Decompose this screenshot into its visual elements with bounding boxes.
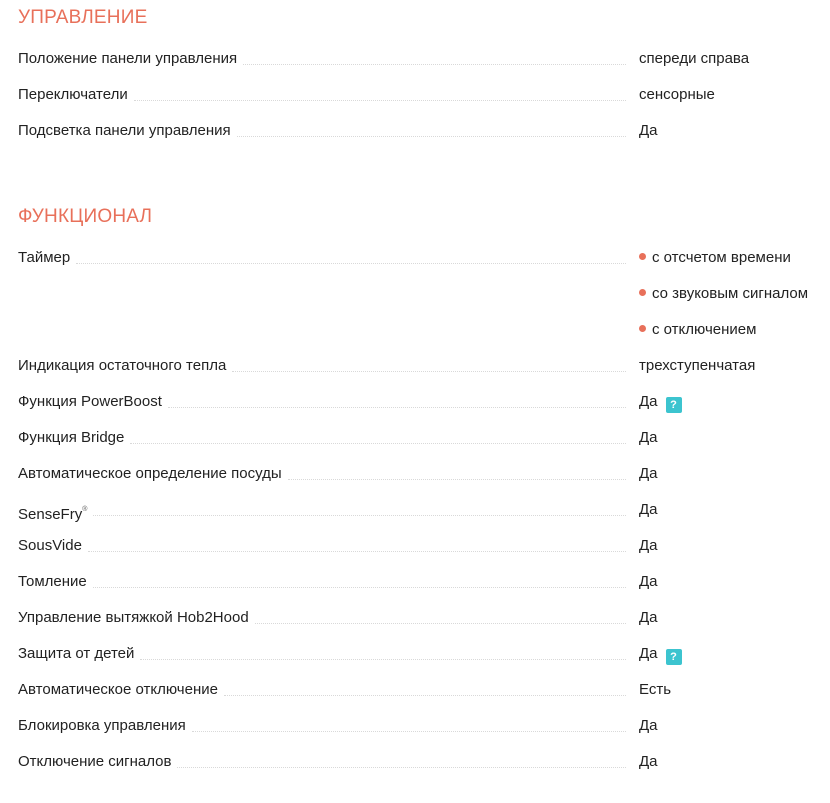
spec-label-cell xyxy=(18,429,626,465)
spec-value: Да xyxy=(639,717,658,734)
spec-label-cell xyxy=(18,753,626,789)
spec-row-pan-detection xyxy=(18,465,830,501)
spec-label-cell xyxy=(18,501,626,537)
dotted-leader xyxy=(232,357,626,372)
spec-row-sensefry xyxy=(18,501,830,537)
section-title-functional: ФУНКЦИОНАЛ xyxy=(18,206,153,227)
dotted-leader xyxy=(224,681,626,696)
spec-row-residual-heat xyxy=(18,357,830,393)
dotted-leader xyxy=(168,393,626,408)
spec-label: Подсветка панели управления xyxy=(18,122,231,139)
spec-label: Блокировка управления xyxy=(18,717,186,734)
spec-row-sousvide xyxy=(18,537,830,573)
timer-value: с отсчетом времени xyxy=(652,249,791,266)
dotted-leader xyxy=(237,122,626,137)
dotted-leader xyxy=(177,753,626,768)
spec-label: Функция PowerBoost xyxy=(18,393,162,410)
spec-row-bridge xyxy=(18,429,830,465)
spec-label: Положение панели управления xyxy=(18,50,238,67)
spec-label-cell xyxy=(18,573,626,609)
spec-list-control xyxy=(18,50,830,158)
spec-row-control-lock xyxy=(18,717,830,753)
spec-label: Автоматическое отключение xyxy=(18,681,218,698)
spec-value: Да xyxy=(639,609,658,626)
dotted-leader xyxy=(130,429,626,444)
spec-value: сенсорные xyxy=(639,86,715,103)
timer-values-list xyxy=(639,249,808,357)
list-item xyxy=(639,321,808,357)
spec-list-functional xyxy=(18,249,830,789)
spec-value: спереди справа xyxy=(639,50,750,67)
spec-value-cell xyxy=(626,645,682,665)
timer-value: с отключением xyxy=(652,321,757,338)
spec-value: Да xyxy=(639,537,658,554)
spec-label-cell xyxy=(18,86,626,122)
spec-label-wrap xyxy=(18,501,93,524)
help-icon[interactable]: ? xyxy=(666,649,682,665)
spec-label-cell xyxy=(18,609,626,645)
spec-row-timer xyxy=(18,249,830,357)
spec-label: SenseFry xyxy=(18,506,83,523)
spec-label: SousVide xyxy=(18,537,82,554)
spec-label: Управление вытяжкой Hob2Hood xyxy=(18,609,249,626)
spec-label-cell xyxy=(18,122,626,158)
spec-value-cell xyxy=(626,393,682,413)
spec-row-auto-off xyxy=(18,681,830,717)
spec-value-list-cell xyxy=(626,249,808,357)
spec-row-simmer xyxy=(18,573,830,609)
spec-value: Да xyxy=(639,645,658,662)
spec-label-cell xyxy=(18,537,626,573)
bullet-icon xyxy=(639,253,646,260)
spec-row-hob2hood xyxy=(18,609,830,645)
spec-value: Да xyxy=(639,465,658,482)
spec-label-cell xyxy=(18,50,626,86)
spec-row-signals-off xyxy=(18,753,830,789)
spec-label: Индикация остаточного тепла xyxy=(18,357,227,374)
dotted-leader xyxy=(134,86,626,101)
spec-value: Да xyxy=(639,393,658,410)
spec-label-cell xyxy=(18,645,626,681)
list-item xyxy=(639,285,808,321)
dotted-leader xyxy=(288,465,626,480)
dotted-leader xyxy=(93,501,626,516)
bullet-icon xyxy=(639,289,646,296)
spec-row-switches xyxy=(18,86,830,122)
spec-value: Да xyxy=(639,753,658,770)
spec-value: трехступенчатая xyxy=(639,357,756,374)
dotted-leader xyxy=(255,609,626,624)
spec-label-cell xyxy=(18,393,626,429)
spec-label: Функция Bridge xyxy=(18,429,125,446)
section-control xyxy=(18,0,830,158)
section-functional xyxy=(18,199,830,789)
registered-mark: ® xyxy=(82,506,88,513)
dotted-leader xyxy=(192,717,626,732)
spec-label-cell xyxy=(18,717,626,753)
spec-value: Да xyxy=(639,573,658,590)
spec-label: Переключатели xyxy=(18,86,128,103)
spec-label-cell xyxy=(18,249,626,285)
spec-label: Защита от детей xyxy=(18,645,135,662)
dotted-leader xyxy=(76,249,626,264)
spec-label-cell xyxy=(18,681,626,717)
spec-value: Да xyxy=(639,429,658,446)
spec-value: Да xyxy=(639,501,658,518)
spec-row-panel-backlight xyxy=(18,122,830,158)
bullet-icon xyxy=(639,325,646,332)
dotted-leader xyxy=(140,645,626,660)
spec-row-powerboost xyxy=(18,393,830,429)
specs-panel xyxy=(18,0,830,789)
spec-row-child-lock xyxy=(18,645,830,681)
dotted-leader xyxy=(93,573,626,588)
dotted-leader xyxy=(88,537,626,552)
dotted-leader xyxy=(243,50,626,65)
spec-label: Автоматическое определение посуды xyxy=(18,465,282,482)
timer-value: со звуковым сигналом xyxy=(652,285,809,302)
section-title-control: УПРАВЛЕНИЕ xyxy=(18,7,148,28)
spec-value: Да xyxy=(639,122,658,139)
spec-label: Томление xyxy=(18,573,87,590)
help-icon[interactable]: ? xyxy=(666,397,682,413)
spec-label-cell xyxy=(18,465,626,501)
spec-label: Отключение сигналов xyxy=(18,753,172,770)
spec-label: Таймер xyxy=(18,249,71,266)
spec-row-panel-position xyxy=(18,50,830,86)
list-item xyxy=(639,249,808,285)
spec-value: Есть xyxy=(639,681,672,698)
spec-label-cell xyxy=(18,357,626,393)
